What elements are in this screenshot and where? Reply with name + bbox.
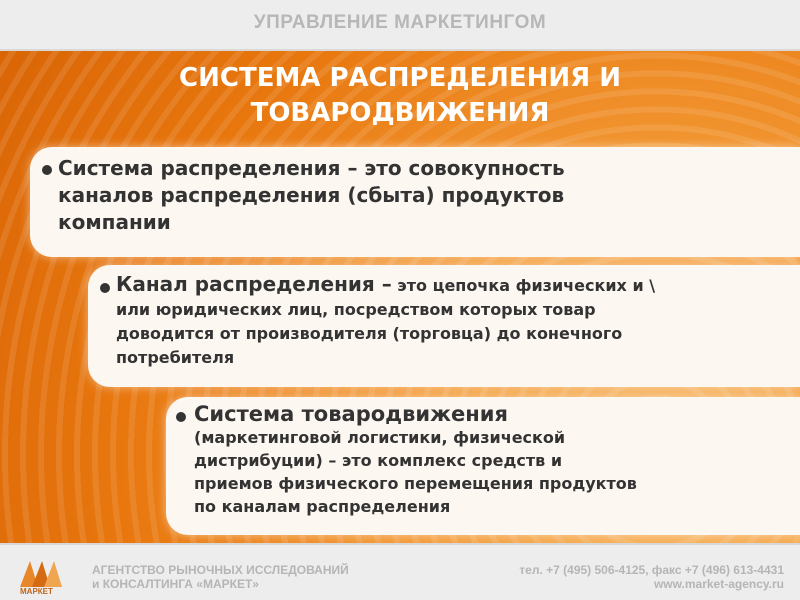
phone-fax: тел. +7 (495) 506-4125, факс +7 (496) 613-4431	[519, 563, 784, 577]
definition-line: приемов физического перемещения продуктов	[194, 474, 637, 493]
definition-text	[58, 155, 718, 236]
definition-line: или юридических лиц, посредством которых товар	[116, 300, 596, 319]
agency-name-line-2: и КОНСАЛТИНГА «МАРКЕТ»	[92, 577, 259, 591]
footer-bar	[0, 543, 800, 600]
definition-body: это цепочка физических и \	[391, 276, 656, 295]
definition-term: Канал распределения –	[116, 272, 392, 296]
definition-text	[116, 272, 788, 370]
section-title: УПРАВЛЕНИЕ МАРКЕТИНГОМ	[253, 12, 547, 33]
logo-wordmark: МАРКЕТ	[20, 587, 53, 595]
definition-box-goods-movement	[166, 397, 800, 535]
slide-title-line-2: ТОВАРОДВИЖЕНИЯ	[250, 98, 550, 128]
agency-name-line-1: АГЕНТСТВО РЫНОЧНЫХ ИССЛЕДОВАНИЙ	[92, 563, 349, 577]
definition-line: каналов распределения (сбыта) продуктов	[58, 183, 565, 207]
definition-line: потребителя	[116, 348, 235, 367]
definition-box-distribution-channel	[88, 265, 800, 387]
bullet-icon	[176, 412, 186, 422]
definition-line: Система распределения – это совокупность	[58, 156, 565, 180]
slide-content	[0, 51, 800, 543]
market-logo-icon	[16, 553, 72, 595]
slide-title	[0, 61, 800, 131]
definition-box-distribution-system	[30, 147, 800, 257]
definition-text	[194, 403, 794, 518]
definition-line: дистрибуции) – это комплекс средств и	[194, 451, 563, 470]
definition-line: доводится от производителя (торговца) до конечного	[116, 324, 623, 343]
slide-title-line-1: СИСТЕМА РАСПРЕДЕЛЕНИЯ И	[179, 63, 621, 93]
contact-info	[519, 563, 784, 591]
bullet-icon	[42, 165, 52, 175]
definition-line: по каналам распределения	[194, 497, 451, 516]
definition-line	[116, 272, 788, 298]
bullet-icon	[100, 283, 110, 293]
definition-term: Система товародвижения	[194, 402, 508, 426]
definition-line: (маркетинговой логистики, физической	[194, 428, 566, 447]
website-link[interactable]: www.market-agency.ru	[653, 577, 784, 591]
agency-name	[92, 563, 349, 591]
top-header-bar	[0, 0, 800, 51]
definition-line: компании	[58, 210, 171, 234]
